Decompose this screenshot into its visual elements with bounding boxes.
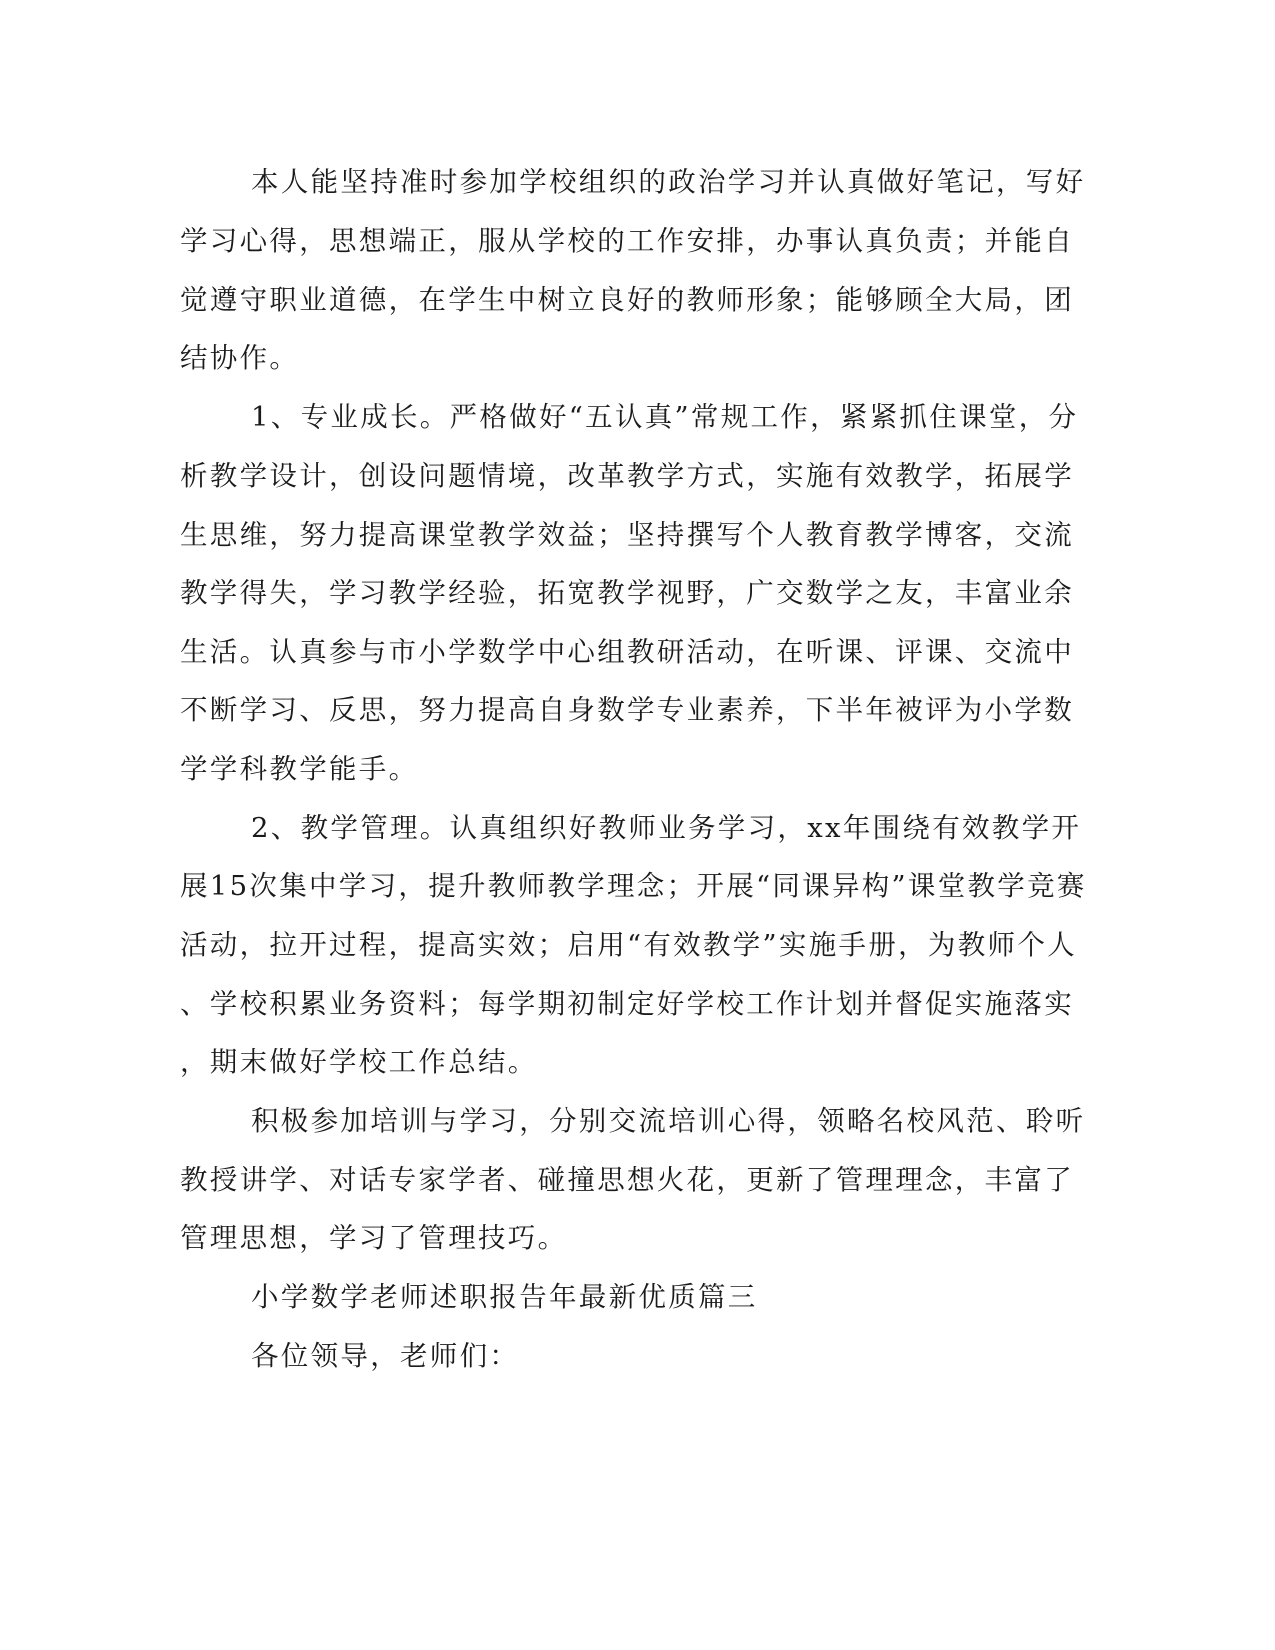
text-line: 积极参加培训与学习，分别交流培训心得，领略名校风范、聆听 (251, 1105, 1086, 1137)
text-line: 觉遵守职业道德，在学生中树立良好的教师形象；能够顾全大局，团 (180, 284, 1074, 316)
text-line: 2、教学管理。认真组织好教师业务学习，xx年围绕有效教学开 (251, 812, 1082, 844)
salutation: 各位领导，老师们： (251, 1340, 520, 1372)
text-line: 结协作。 (180, 342, 300, 374)
text-line: 生思维，努力提高课堂教学效益；坚持撰写个人教育教学博客，交流 (180, 519, 1074, 551)
text-line: 管理思想，学习了管理技巧。 (180, 1222, 568, 1254)
text-line: 教授讲学、对话专家学者、碰撞思想火花，更新了管理理念，丰富了 (180, 1164, 1074, 1196)
text-line: 1、专业成长。严格做好“五认真”常规工作，紧紧抓住课堂，分 (251, 401, 1079, 433)
text-line: 学学科教学能手。 (180, 753, 419, 785)
text-line: ，期末做好学校工作总结。 (180, 1046, 538, 1078)
text-line: 不断学习、反思，努力提高自身数学专业素养，下半年被评为小学数 (180, 694, 1074, 726)
section-heading: 小学数学老师述职报告年最新优质篇三 (251, 1281, 758, 1313)
text-line: 学习心得，思想端正，服从学校的工作安排，办事认真负责；并能自 (180, 225, 1074, 257)
text-line: 本人能坚持准时参加学校组织的政治学习并认真做好笔记，写好 (251, 166, 1086, 198)
text-line: 生活。认真参与市小学数学中心组教研活动，在听课、评课、交流中 (180, 636, 1074, 668)
text-line: 活动，拉开过程，提高实效；启用“有效教学”实施手册，为教师个人 (180, 929, 1077, 961)
text-line: 、学校积累业务资料；每学期初制定好学校工作计划并督促实施落实 (180, 988, 1074, 1020)
text-line: 析教学设计，创设问题情境，改革教学方式，实施有效教学，拓展学 (180, 460, 1074, 492)
text-line: 展15次集中学习，提升教师教学理念；开展“同课异构”课堂教学竞赛 (180, 870, 1087, 902)
text-line: 教学得失，学习教学经验，拓宽教学视野，广交数学之友，丰富业余 (180, 577, 1074, 609)
